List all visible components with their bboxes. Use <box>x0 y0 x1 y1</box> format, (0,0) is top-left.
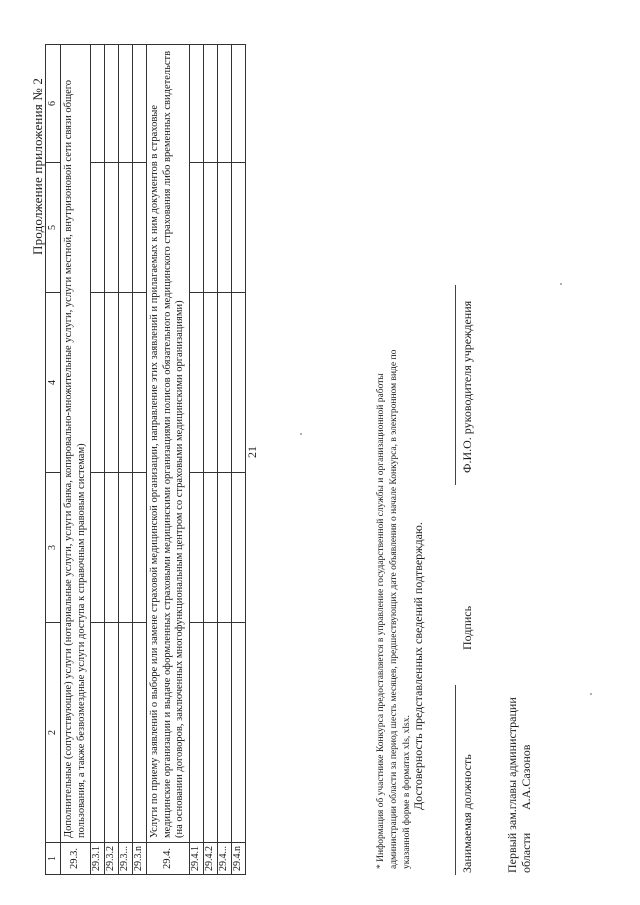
table-cell <box>231 293 245 473</box>
page-number: 21 <box>245 446 259 458</box>
table-cell <box>231 473 245 623</box>
position-label: Занимаемая должность <box>460 754 474 873</box>
table-cell <box>189 473 203 623</box>
table-cell <box>189 45 203 163</box>
table-cell <box>91 623 105 843</box>
table-cell <box>133 45 147 163</box>
table-cell <box>189 163 203 293</box>
table-cell <box>203 45 217 163</box>
table-row <box>91 45 105 875</box>
table-cell <box>119 293 133 473</box>
row-number: 29.3.n <box>133 843 147 875</box>
section-number: 29.4. <box>147 843 190 875</box>
table-cell <box>217 45 231 163</box>
section-number: 29.3. <box>61 843 91 875</box>
row-number: 29.4.n <box>231 843 245 875</box>
table-cell <box>133 473 147 623</box>
table-cell <box>203 293 217 473</box>
table-cell <box>189 293 203 473</box>
position-signature-line <box>455 685 456 875</box>
header-cell: 6 <box>46 45 61 163</box>
table-row <box>119 45 133 875</box>
signatory-title-line2: области <box>519 832 533 873</box>
table-cell <box>133 163 147 293</box>
table-cell <box>119 45 133 163</box>
header-cell: 1 <box>46 843 61 875</box>
table-cell <box>203 623 217 843</box>
confirmation-statement: Достоверность представленных сведений подтверждаю. <box>411 522 425 810</box>
table-row <box>231 45 245 875</box>
table-cell <box>105 163 119 293</box>
table-cell <box>105 293 119 473</box>
table-cell <box>203 163 217 293</box>
section-description: Дополнительные (сопутствующие) услуги (нотариальные услуги, услуги банка, копировально-множительные услуги, услуги местной, внутризоновой сети связи общего пользования, а также безвозмездные услуги доступа к справочным правовым системам) <box>61 45 91 843</box>
table-cell <box>231 623 245 843</box>
section-description: Услуги по приему заявлений о выборе или замене страховой медицинской организации, направление этих заявлений и прилагаемых к ним документов в страховые медицинские организации и выдаче оформленных страховыми медицинскими организациями полисов обязательного медицинского страхования либо временных свидетельств (на основании договоров, заключенных многофункциональным центром со страховыми медицинскими организациями) <box>147 45 190 843</box>
table-row <box>133 45 147 875</box>
table-cell <box>119 163 133 293</box>
table-cell <box>133 623 147 843</box>
row-number: 29.4.2 <box>203 843 217 875</box>
table-header-row <box>46 45 61 875</box>
signatory-name: А.А.Сазонов <box>519 744 533 810</box>
table-cell <box>119 473 133 623</box>
table-row <box>105 45 119 875</box>
table-row <box>203 45 217 875</box>
section-row-29-4 <box>147 45 190 875</box>
table-cell <box>91 293 105 473</box>
table-cell <box>231 45 245 163</box>
header-cell: 2 <box>46 623 61 843</box>
table-cell <box>217 473 231 623</box>
table-cell <box>189 623 203 843</box>
table-cell <box>105 45 119 163</box>
scan-speck <box>560 283 562 285</box>
table-cell <box>91 473 105 623</box>
table-cell <box>133 293 147 473</box>
scan-speck <box>590 693 592 695</box>
table-cell <box>217 623 231 843</box>
signatory-title-line1: Первый зам.главы администрации <box>505 697 519 873</box>
table-cell <box>231 163 245 293</box>
row-number: 29.4... <box>217 843 231 875</box>
row-number: 29.3... <box>119 843 133 875</box>
header-cell: 5 <box>46 163 61 293</box>
table-cell <box>217 293 231 473</box>
report-table <box>45 44 246 875</box>
table-row <box>217 45 231 875</box>
table-cell <box>105 623 119 843</box>
header-cell: 4 <box>46 293 61 473</box>
signature-label: Подпись <box>460 605 474 650</box>
table-row <box>189 45 203 875</box>
row-number: 29.3.2 <box>105 843 119 875</box>
table-cell <box>217 163 231 293</box>
table-cell <box>105 473 119 623</box>
table-cell <box>203 473 217 623</box>
section-row-29-3 <box>61 45 91 875</box>
table-cell <box>119 623 133 843</box>
row-number: 29.4.1 <box>189 843 203 875</box>
table-cell <box>91 45 105 163</box>
fio-signature-line <box>455 285 456 485</box>
row-number: 29.3.1 <box>91 843 105 875</box>
table-cell <box>91 163 105 293</box>
fio-label: Ф.И.О. руководителя учреждения <box>460 300 474 473</box>
header-cell: 3 <box>46 473 61 623</box>
footnote: * Информация об участнике Конкурса предоставляется в управление государственной службы и организационной работы администрации области за период шесть месяцев, предшествующих дате объявления о начале Конкурса, в электронном виде по указанной форме в форматах xls, xlsx. <box>376 349 412 869</box>
scan-speck <box>300 433 302 435</box>
continuation-title: Продолжение приложения № 2 <box>30 77 45 255</box>
